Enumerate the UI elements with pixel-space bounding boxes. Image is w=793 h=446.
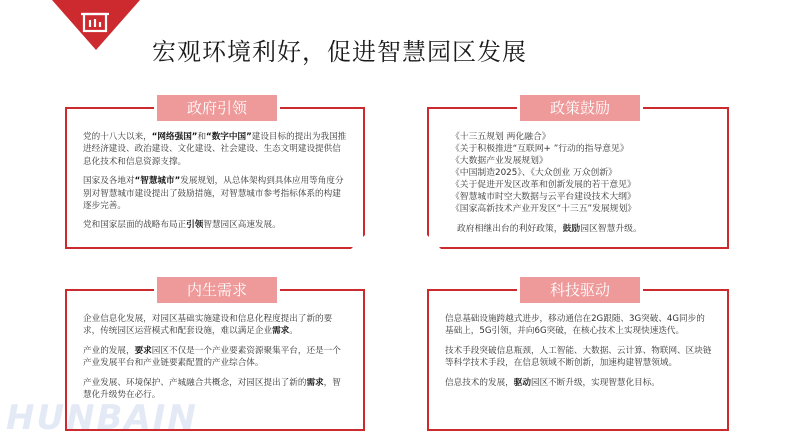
diamond-cross-icon [341, 204, 451, 314]
tech-para-2: 技术手段突破信息瓶颈，人工智能、大数据、云计算、物联网、区块链等科学技术手段，在信息领域不断创新，加速构建智慧领域。 [445, 345, 712, 369]
policy-item: 《十三五规划 两化融合》 [451, 132, 551, 142]
gov-para-3: 党和国家层面的战略布局正引领智慧园区高速发展。 [83, 220, 281, 231]
policy-item: 《国家高新技术产业开发区“十三五”发展规划》 [451, 204, 637, 214]
panel-body-demand [83, 313, 349, 408]
page-title: 宏观环境利好，促进智慧园区发展 [152, 38, 527, 66]
policy-item: 《智慧城市时空大数据与云平台建设技术大纲》 [451, 192, 636, 202]
presentation-board-icon [0, 0, 165, 50]
panel-gov [65, 99, 365, 249]
panel-body-gov [83, 131, 349, 239]
panel-label-gov: 政府引领 [157, 95, 277, 121]
panel-label-policy: 政策鼓励 [520, 95, 640, 121]
panel-label-demand: 内生需求 [157, 277, 277, 303]
panel-tech [427, 281, 729, 431]
panel-body-policy [451, 131, 713, 235]
brand-watermark: HUNBAIN [6, 398, 198, 438]
demand-para-3: 产业发展、环境保护、产城融合共概念，对园区提出了新的需求，智慧化升级势在必行。 [83, 377, 341, 401]
policy-footer: 政府相继出台的利好政策，鼓励园区智慧升级。 [457, 224, 642, 234]
tech-para-1: 信息基础设施跨越式进步，移动通信在2G跟随、3G突破、4G同步的基础上，5G引领，并向6G突破，在核心技术上实现快速迭代。 [445, 314, 705, 337]
gov-para-1: 党的十八大以来，“网络强国”和“数字中国”建设目标的提出为我国推进经济建设、政治建设、文化建设、社会建设、生态文明建设提供信息化技术和信息资源支撑。 [83, 132, 347, 167]
tech-para-3: 信息技术的发展，驱动园区不断升级，实现智慧化目标。 [445, 377, 660, 388]
policy-item: 《中国制造2025》、《大众创业 万众创新》 [451, 168, 617, 178]
policy-item: 《大数据产业发展规划》 [451, 156, 548, 166]
gov-para-2: 国家及各地对“智慧城市”发展规划，从总体架构到具体应用等角度分别对智慧城市建设提出了鼓励措施，对智慧城市参考指标体系的构建逐步完善。 [83, 176, 344, 212]
panel-policy [427, 99, 729, 249]
panel-label-tech: 科技驱动 [520, 277, 640, 303]
panel-body-tech [445, 313, 713, 396]
policy-item: 《关于积极推进“互联网+ ”行动的指导意见》 [451, 144, 629, 154]
demand-para-1: 企业信息化发展，对园区基础实施建设和信息化程度提出了新的要求，传统园区运营模式和配套设施，难以满足企业需求。 [83, 314, 333, 337]
demand-para-2: 产业的发展，要求园区不仅是一个产业要素资源聚集平台，还是一个产业发展平台和产业链要素配置的产业综合体。 [83, 345, 341, 369]
policy-item: 《关于促进开发区改革和创新发展的若干意见》 [451, 180, 636, 190]
